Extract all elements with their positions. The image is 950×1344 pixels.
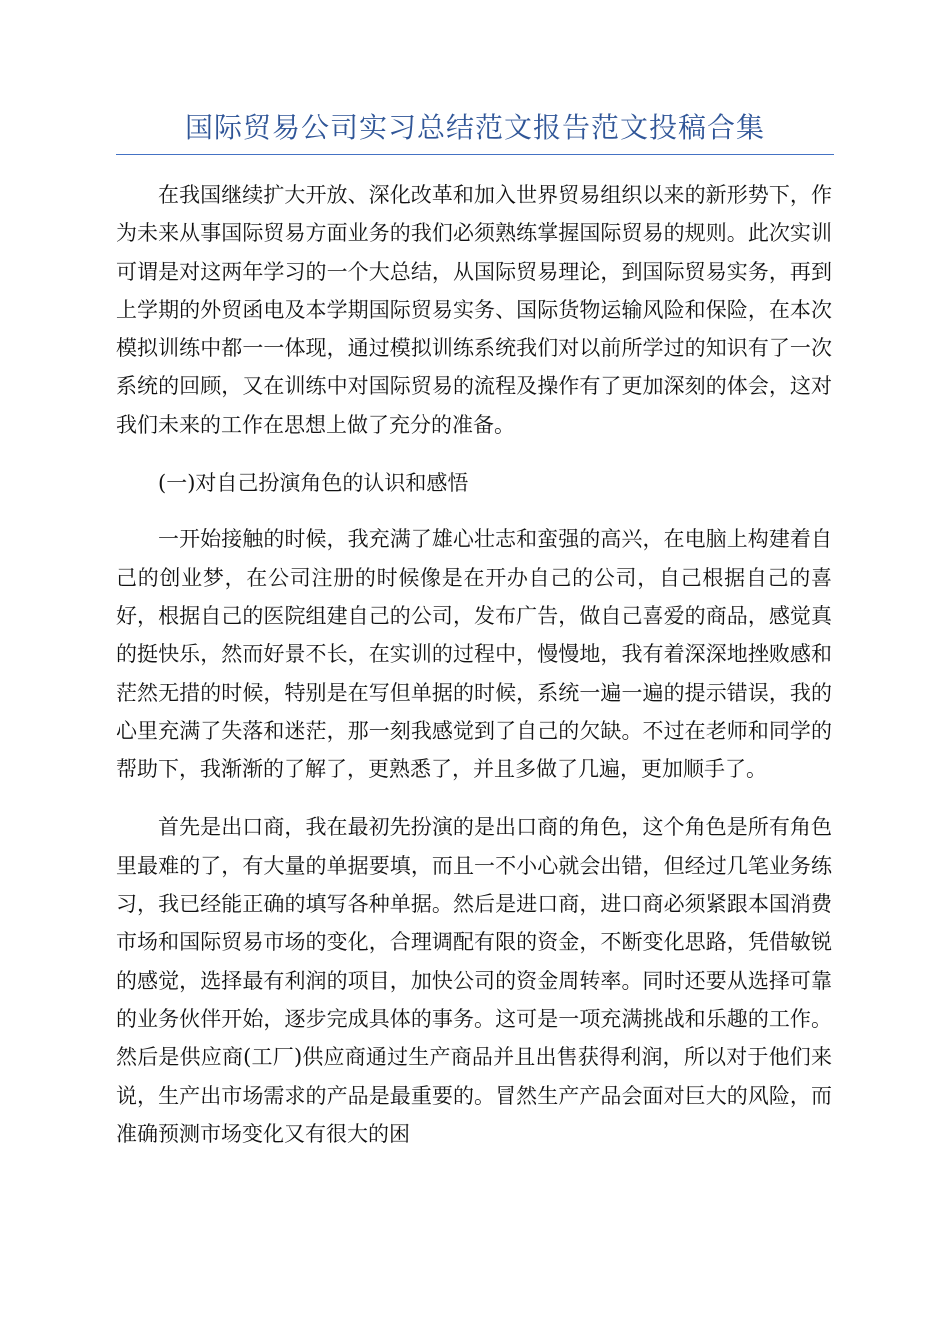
document-title: 国际贸易公司实习总结范文报告范文投稿合集 <box>184 111 765 144</box>
paragraph-roles: 首先是出口商，我在最初先扮演的是出口商的角色，这个角色是所有角色里最难的了，有大量的单据要填，而且一不小心就会出错，但经过几笔业务练习，我已经能正确的填写各种单据。然后是进口商，进口商必须紧跟本国消费市场和国际贸易市场的变化，合理调配有限的资金，不断变化思路，凭借敏锐的感觉，选择最有利润的项目，加快公司的资金周转率。同时还要从选择可靠的业务伙伴开始，逐步完成具体的事务。这可是一项充满挑战和乐趣的工作。然后是供应商(工厂)供应商通过生产商品并且出售获得利润，所以对于他们来说，生产出市场需求的产品是最重要的。冒然生产产品会面对巨大的风险，而准确预测市场变化又有很大的困 <box>116 815 832 1146</box>
document-body <box>116 176 832 1153</box>
title-underline <box>116 154 834 155</box>
section-heading: (一)对自己扮演角色的认识和感悟 <box>158 471 469 496</box>
paragraph-experience: 一开始接触的时候，我充满了雄心壮志和蛮强的高兴，在电脑上构建着自己的创业梦，在公司注册的时候像是在开办自己的公司，自己根据自己的喜好，根据自己的医院组建自己的公司，发布广告，做自己喜爱的商品，感觉真的挺快乐，然而好景不长，在实训的过程中，慢慢地，我有着深深地挫败感和茫然无措的时候，特别是在写但单据的时候，系统一遍一遍的提示错误，我的心里充满了失落和迷茫，那一刻我感觉到了自己的欠缺。不过在老师和同学的帮助下，我渐渐的了解了，更熟悉了，并且多做了几遍，更加顺手了。 <box>116 527 832 782</box>
paragraph-intro: 在我国继续扩大开放、深化改革和加入世界贸易组织以来的新形势下，作为未来从事国际贸易方面业务的我们必须熟练掌握国际贸易的规则。此次实训可谓是对这两年学习的一个大总结，从国际贸易理论，到国际贸易实务，再到上学期的外贸函电及本学期国际贸易实务、国际货物运输风险和保险，在本次模拟训练中都一一体现，通过模拟训练系统我们对以前所学过的知识有了一次系统的回顾，又在训练中对国际贸易的流程及操作有了更加深刻的体会，这对我们未来的工作在思想上做了充分的准备。 <box>116 183 832 437</box>
